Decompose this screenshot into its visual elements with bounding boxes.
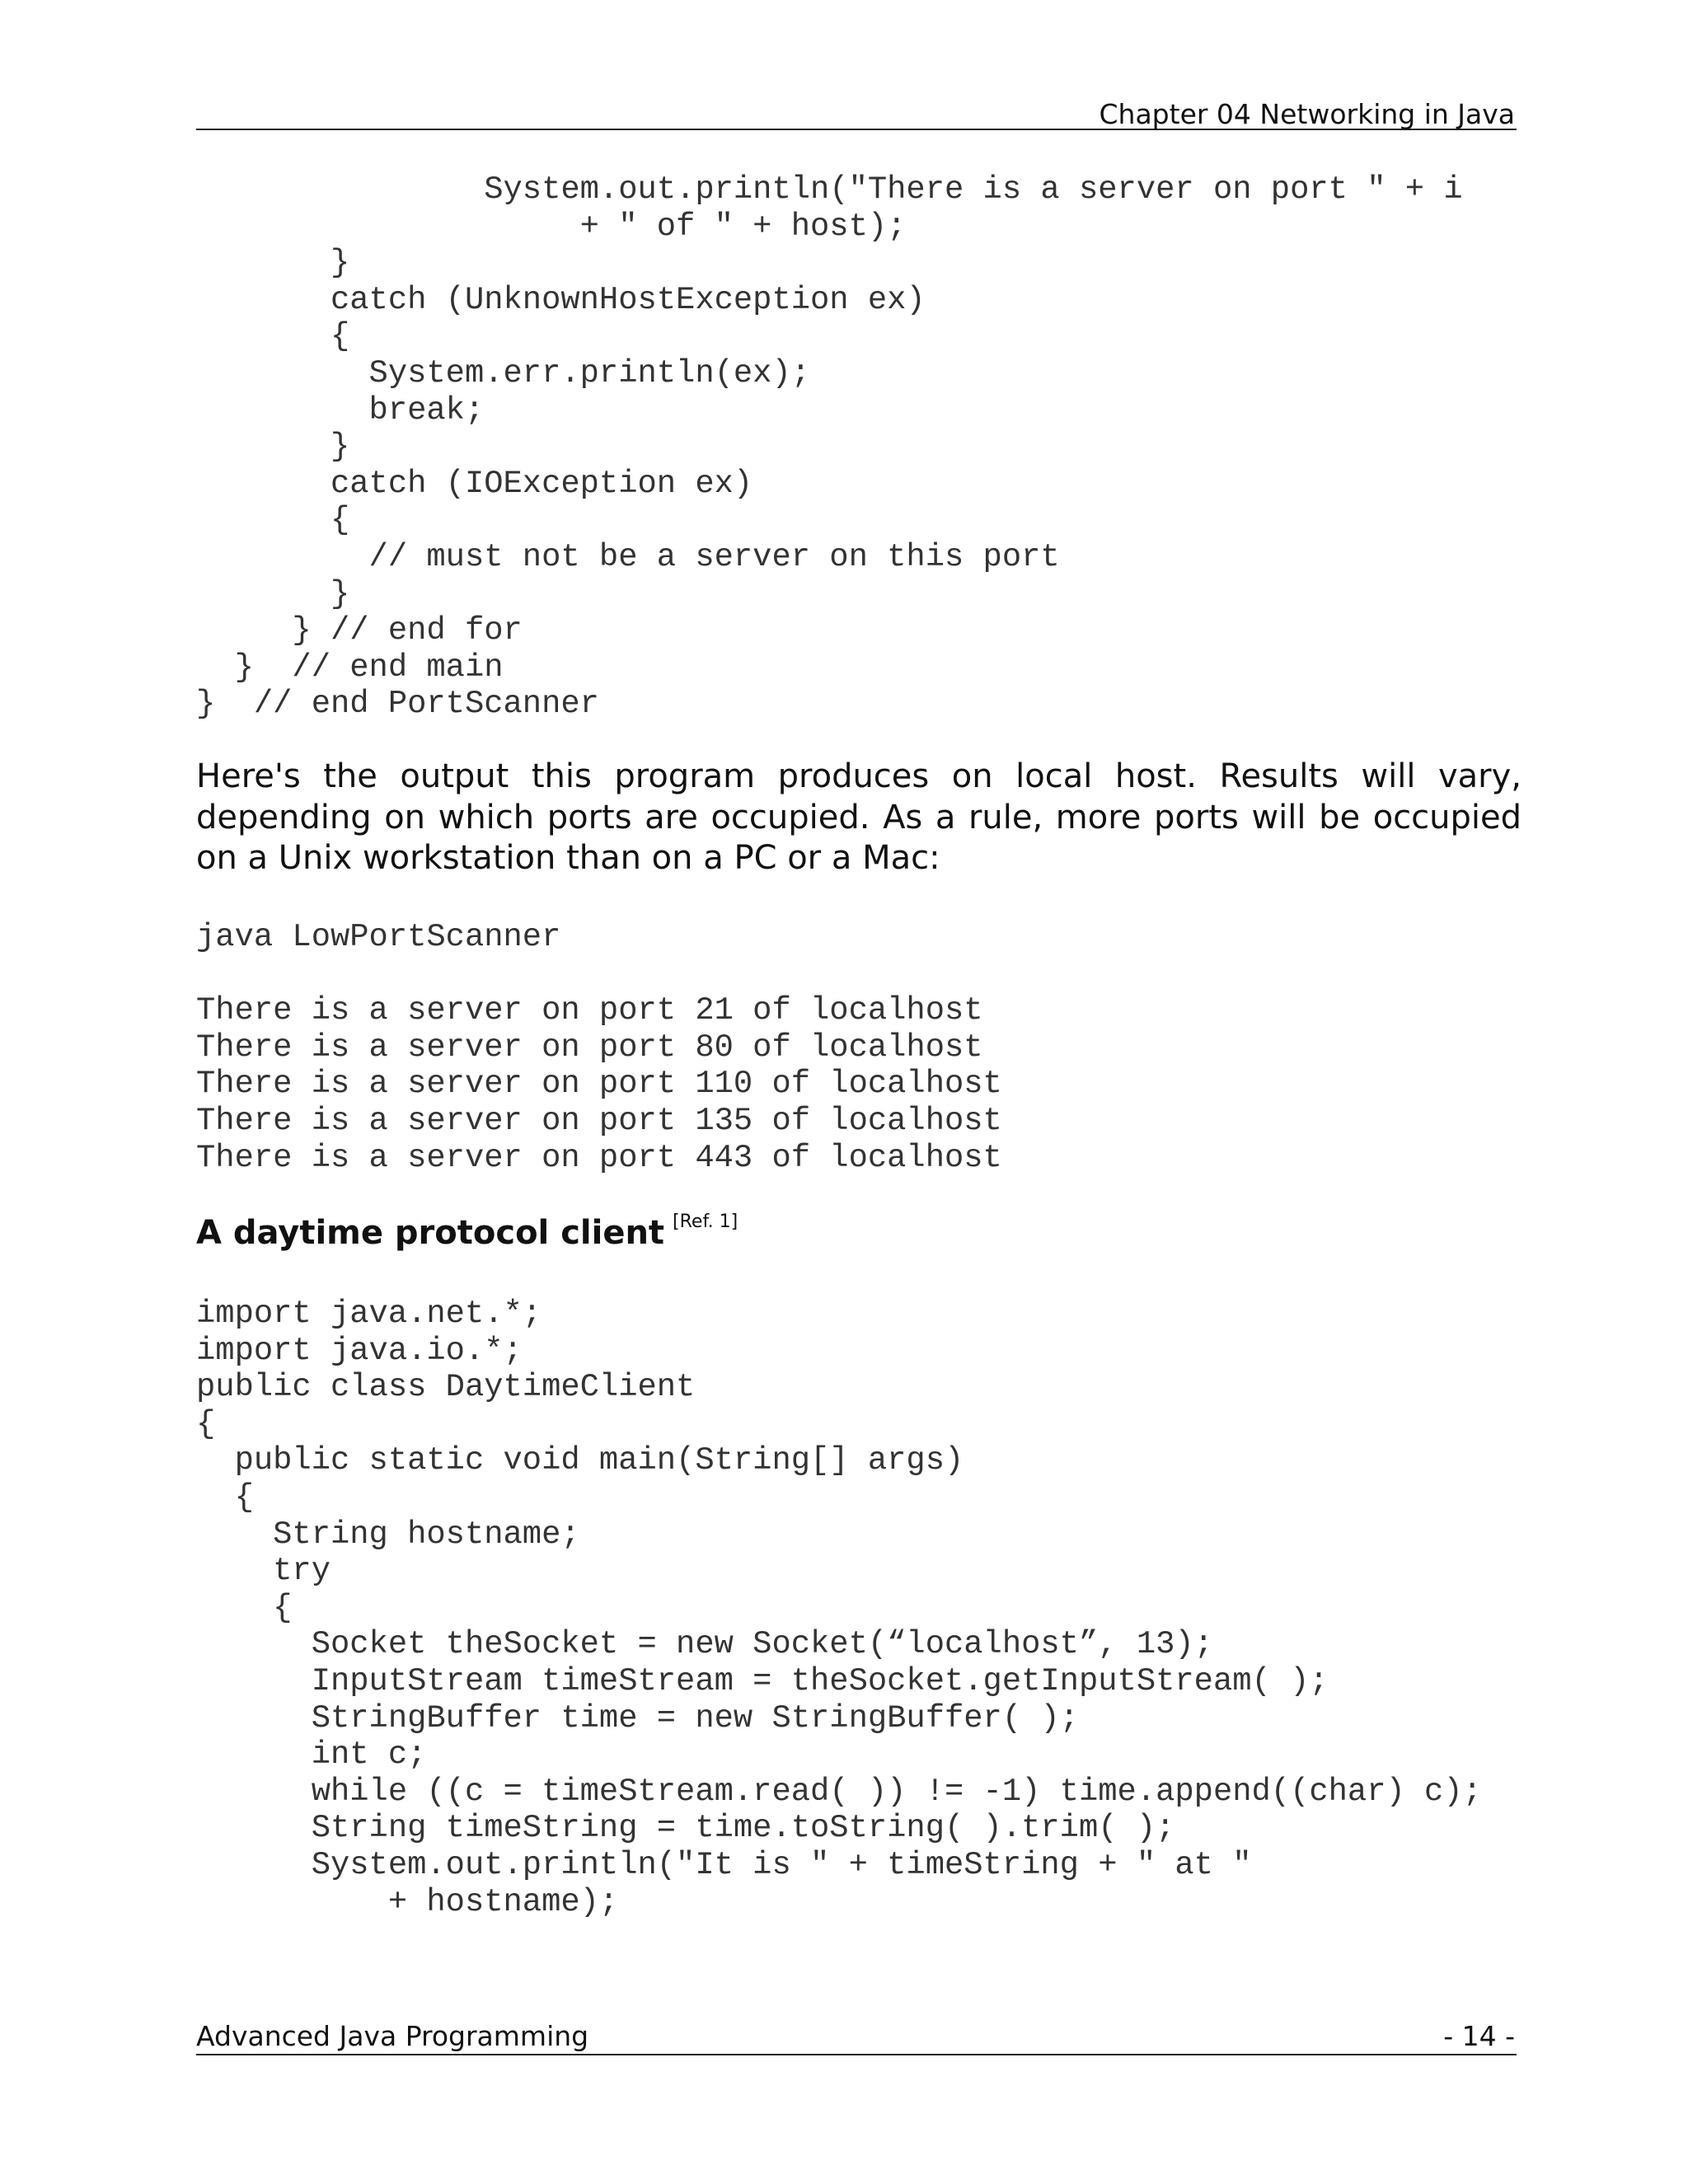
output-line: There is a server on port 110 of localhost — [196, 1066, 1002, 1103]
code-line: { — [196, 502, 350, 539]
code-line: try — [196, 1553, 331, 1590]
output-line: There is a server on port 135 of localhost — [196, 1102, 1002, 1139]
code-line: System.out.println("There is a server on port " + i — [196, 171, 1463, 208]
code-line: } — [196, 575, 350, 612]
code-line: break; — [196, 391, 485, 429]
code-line: { — [196, 318, 350, 355]
output-line: java LowPortScanner — [196, 919, 561, 955]
code-line: System.out.println("It is " + timeString + " at " — [196, 1846, 1252, 1883]
code-line: public class DaytimeClient — [196, 1369, 696, 1406]
code-line: { — [196, 1405, 216, 1442]
code-line: // must not be a server on this port — [196, 538, 1060, 575]
code-line: import java.net.*; — [196, 1296, 542, 1332]
page-footer — [196, 2016, 1517, 2055]
code-line: import java.io.*; — [196, 1332, 523, 1369]
code-block-port-scanner-end — [196, 171, 1463, 723]
code-line: int c; — [196, 1736, 427, 1774]
code-line: System.err.println(ex); — [196, 354, 811, 391]
code-line: Socket theSocket = new Socket(“localhost”, 13); — [196, 1626, 1213, 1663]
code-line: + " of " + host); — [196, 208, 907, 245]
output-line: There is a server on port 21 of localhost — [196, 992, 983, 1029]
code-line: } // end for — [196, 612, 523, 649]
code-line: InputStream timeStream = theSocket.getInputStream( ); — [196, 1662, 1329, 1699]
output-line: There is a server on port 443 of localhost — [196, 1139, 1002, 1176]
code-line: { — [196, 1589, 293, 1626]
reference-marker: [Ref. 1] — [673, 1212, 738, 1232]
program-output-block — [196, 919, 1002, 1176]
page-header — [196, 92, 1517, 130]
section-heading — [196, 1212, 738, 1252]
code-line: public static void main(String[] args) — [196, 1442, 964, 1479]
code-line: catch (IOException ex) — [196, 465, 753, 502]
code-line: + hostname); — [196, 1883, 619, 1920]
code-line: } — [196, 245, 350, 282]
code-line: } // end main — [196, 649, 504, 686]
code-line: { — [196, 1479, 254, 1516]
section-title: A daytime protocol client — [196, 1214, 665, 1252]
code-line: String timeString = time.toString( ).trim( ); — [196, 1810, 1175, 1847]
code-line: catch (UnknownHostException ex) — [196, 281, 926, 318]
page-number: - 14 - — [1443, 2020, 1515, 2052]
code-line: } // end PortScanner — [196, 686, 599, 723]
output-line — [196, 956, 1002, 993]
code-line: String hostname; — [196, 1516, 580, 1553]
output-description-paragraph: Here's the output this program produces on local host. Results will vary, depending on which ports are occupied. As a rule, more ports will be occupied on a Unix workstation than on a PC or a Mac: — [196, 757, 1522, 877]
output-line: There is a server on port 80 of localhost — [196, 1029, 983, 1066]
code-block-daytime-client — [196, 1296, 1482, 1920]
code-line: while ((c = timeStream.read( )) != -1) time.append((char) c); — [196, 1773, 1482, 1810]
chapter-title: Chapter 04 Networking in Java — [1099, 98, 1515, 130]
code-line: } — [196, 429, 350, 466]
book-title: Advanced Java Programming — [196, 2020, 589, 2052]
code-line: StringBuffer time = new StringBuffer( ); — [196, 1699, 1079, 1736]
